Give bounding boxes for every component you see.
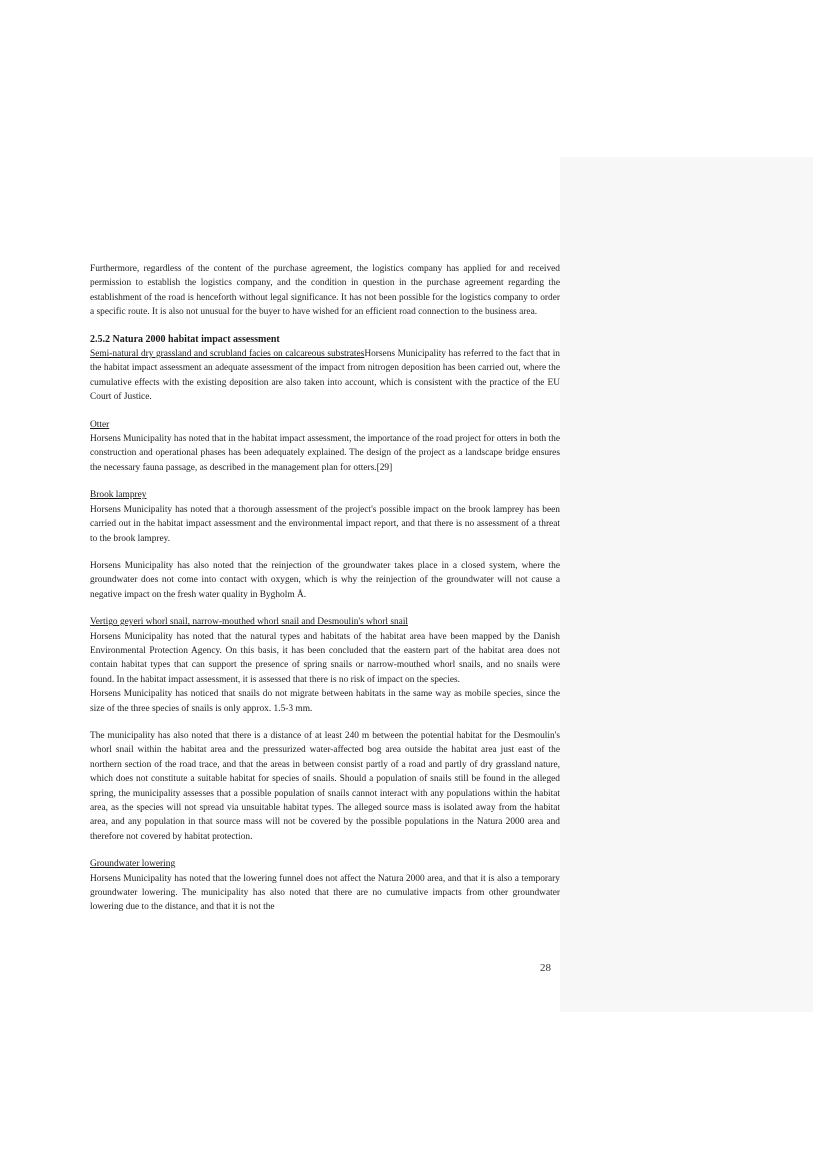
reinjection-paragraph: Horsens Municipality has also noted that the reinjection of the groundwater takes place in a closed system, where the groundwater does not come into contact with oxygen, which is why the reinjection of the groundwater will not cause a negative impact on the fresh water quality in Bygholm Å. xyxy=(90,560,560,600)
groundwater-paragraph: Horsens Municipality has noted that the lowering funnel does not affect the Natura 2000 area, and that it is also a temporary groundwater lowering. The municipality has also noted that there are no cumulative impacts from other groundwater lowering due to the distance, and that it is not the xyxy=(90,873,560,913)
lamprey-subheading: Brook lamprey xyxy=(90,490,147,501)
margin-shading xyxy=(560,157,813,1012)
lamprey-paragraph: Horsens Municipality has noted that a thorough assessment of the project's possible impact on the brook lamprey has been carried out in the habitat impact assessment and the environmental impact report, and that there is no assessment of a threat to the brook lamprey. xyxy=(90,504,560,544)
section-heading: 2.5.2 Natura 2000 habitat impact assessment xyxy=(90,333,280,345)
groundwater-subheading: Groundwater lowering xyxy=(90,859,176,870)
snail-paragraph-3: The municipality has also noted that there is a distance of at least 240 m between the potential habitat for the Desmoulin's whorl snail within the habitat area and the pressurized water-affected bog area outside the habitat area just east of the northern section of the road trace, and that the areas in between consist partly of a road and partly of dry grassland nature, which does not constitute a suitable habitat for species of snails. Should a population of snails still be found in the alleged spring, the municipality assesses that a possible population of snails cannot interact with any populations within the habitat area, as the species will not spread via unsuitable habitat types. The alleged source mass is isolated away from the habitat area, and any population in that source mass will not be covered by the possible populations in the Natura 2000 area and therefore not covered by habitat protection. xyxy=(90,730,560,842)
otter-paragraph: Horsens Municipality has noted that in the habitat impact assessment, the importance of the road project for otters in both the construction and operational phases has been adequately explained. The design of the project as a landscape bridge ensures the necessary fauna passage, as described in the management plan for otters.[29] xyxy=(90,434,560,473)
grassland-text: Horsens Municipality has referred to the fact that in the habitat impact assessment an adequate assessment of the impact from nitrogen deposition has been carried out, where the cumulative effects with the existing deposition are also taken into account, which is consistent with the practice of the EU Court of Justice. xyxy=(90,349,560,403)
grassland-subheading: Semi-natural dry grassland and scrubland facies on calcareous substrates xyxy=(90,349,365,360)
intro-paragraph: Furthermore, regardless of the content of the purchase agreement, the logistics company has applied for and received permission to establish the logistics company, and the condition in question in the purchase agreement regarding the establishment of the road is henceforth without legal significance. It has not been possible for the logistics company to order a specific route. It is also not unusual for the buyer to have wished for an efficient road connection to the business area. xyxy=(90,264,560,318)
snail-subheading: Vertigo geyeri whorl snail, narrow-mouthed whorl snail and Desmoulin's whorl snail xyxy=(90,617,409,628)
otter-subheading: Otter xyxy=(90,419,110,430)
snail-paragraph-2: Horsens Municipality has noticed that snails do not migrate between habitats in the same way as mobile species, since the size of the three species of snails is only approx. 1.5-3 mm. xyxy=(90,689,560,714)
grassland-paragraph xyxy=(90,347,560,405)
document-body xyxy=(90,262,560,915)
page-number: 28 xyxy=(540,962,551,974)
snail-paragraph-1: Horsens Municipality has noted that the natural types and habitats of the habitat area have been mapped by the Danish Environmental Protection Agency. On this basis, it has been concluded that the eastern part of the habitat area does not contain habitat types that can support the presence of spring snails or narrow-mouthed whorl snails, and no snails were found. In the habitat impact assessment, it is assessed that there is no risk of impact on the species. xyxy=(90,631,560,685)
